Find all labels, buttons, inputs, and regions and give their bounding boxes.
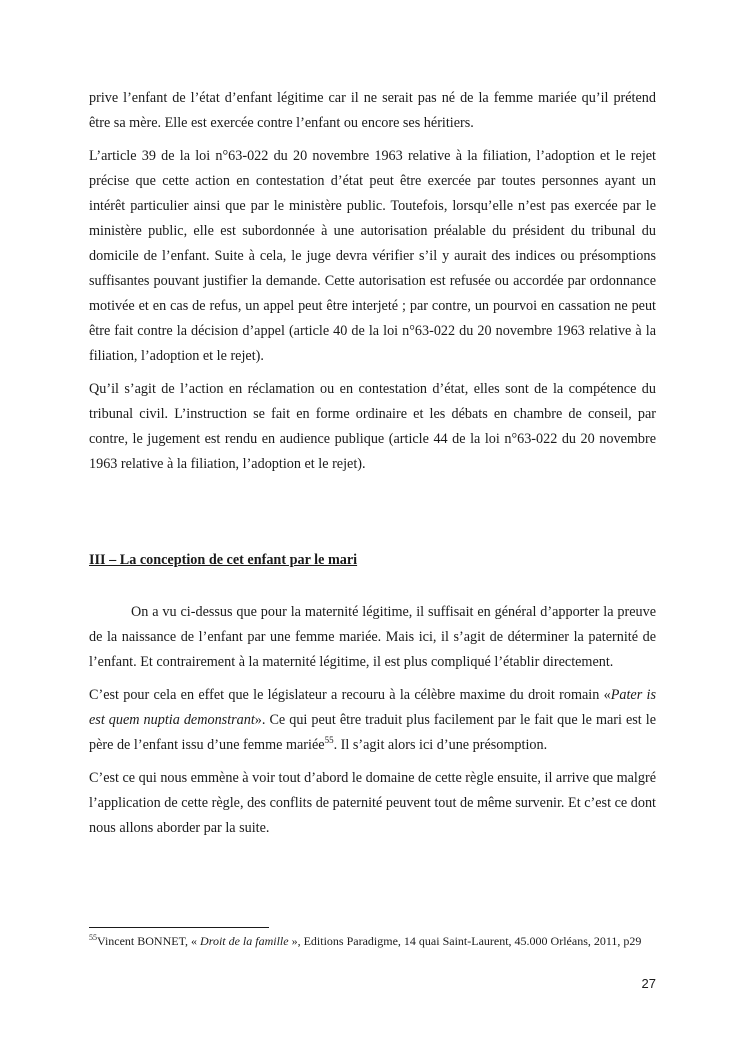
footnote-text-b: », Editions Paradigme, 14 quai Saint-Laurent, 45.000 Orléans, 2011, p29 xyxy=(288,934,642,948)
paragraph-5-part-b: ». Ce qui peut être traduit plus facilement par le fait que le mari est le père de l’enfant issu d’une femme mariée xyxy=(89,712,656,754)
paragraph-3: Qu’il s’agit de l’action en réclamation ou en contestation d’état, elles sont de la compétence du tribunal civil. L’instruction se fait en forme ordinaire et les débats en chambre de conseil, par contre, le jugement est rendu en audience publique (article 44 de la loi n°63-022 du 20 novembre 1963 relative à la filiation, l’adoption et le rejet). xyxy=(89,380,656,472)
footnote-reference[interactable]: 55 xyxy=(324,735,334,746)
paragraph-4: On a vu ci-dessus que pour la maternité légitime, il suffisait en général d’apporter la preuve de la naissance de l’enfant par une femme mariée. Mais ici, il s’agit de déterminer la paternité de l’enfant. Et contrairement à la maternité légitime, il est plus compliqué l’établir directement. xyxy=(89,604,656,670)
latin-maxim: Pater is est quem nuptia demonstrant xyxy=(89,687,657,729)
paragraph-6: C’est ce qui nous emmène à voir tout d’abord le domaine de cette règle ensuite, il arrive que malgré l’application de cette règle, des conflits de paternité peuvent tout de même survenir. Et c’est ce dont nous allons aborder par la suite. xyxy=(89,770,656,837)
body-text-lower xyxy=(89,600,656,850)
body-text-upper xyxy=(89,86,656,485)
paragraph-1: prive l’enfant de l’état d’enfant légitime car il ne serait pas né de la femme mariée qu’il prétend être sa mère. Elle est exercée contre l’enfant ou encore ses héritiers. xyxy=(89,90,656,131)
paragraph-5-part-c: . Il s’agit alors ici d’une présomption. xyxy=(333,737,548,754)
footnote-number: 55 xyxy=(89,933,97,942)
paragraph-2: L’article 39 de la loi n°63-022 du 20 novembre 1963 relative à la filiation, l’adoption et le rejet précise que cette action en contestation d’état peut être exercée par toutes personnes ayant un intérêt particulier ainsi que par le ministère public. Toutefois, lorsqu’elle n’est pas exercée par le ministère public, elle est subordonnée à une autorisation préalable du président du tribunal du domicile de l’enfant. Suite à cela, le juge devra vérifier s’il y aurait des indices ou présomptions suffisantes pouvant justifier la demande. Cette autorisation est refusée ou accordée par ordonnance motivée et en cas de refus, un appel peut être interjeté ; par contre, un pourvoi en cassation ne peut être fait contre la décision d’appel (article 40 de la loi n°63-022 du 20 novembre 1963 relative à la filiation, l’adoption et le rejet). xyxy=(89,148,656,364)
footnote-book-title: Droit de la famille xyxy=(200,934,289,948)
paragraph-5 xyxy=(89,683,656,758)
paragraph-5-part-a: C’est pour cela en effet que le législateur a recouru à la célèbre maxime du droit romain « xyxy=(89,687,611,704)
page-number: 27 xyxy=(641,976,656,991)
section-heading: III – La conception de cet enfant par le mari xyxy=(89,552,358,568)
footnote-separator xyxy=(89,927,269,928)
footnote-text-a: Vincent BONNET, « xyxy=(97,934,201,948)
footnote xyxy=(89,933,659,950)
